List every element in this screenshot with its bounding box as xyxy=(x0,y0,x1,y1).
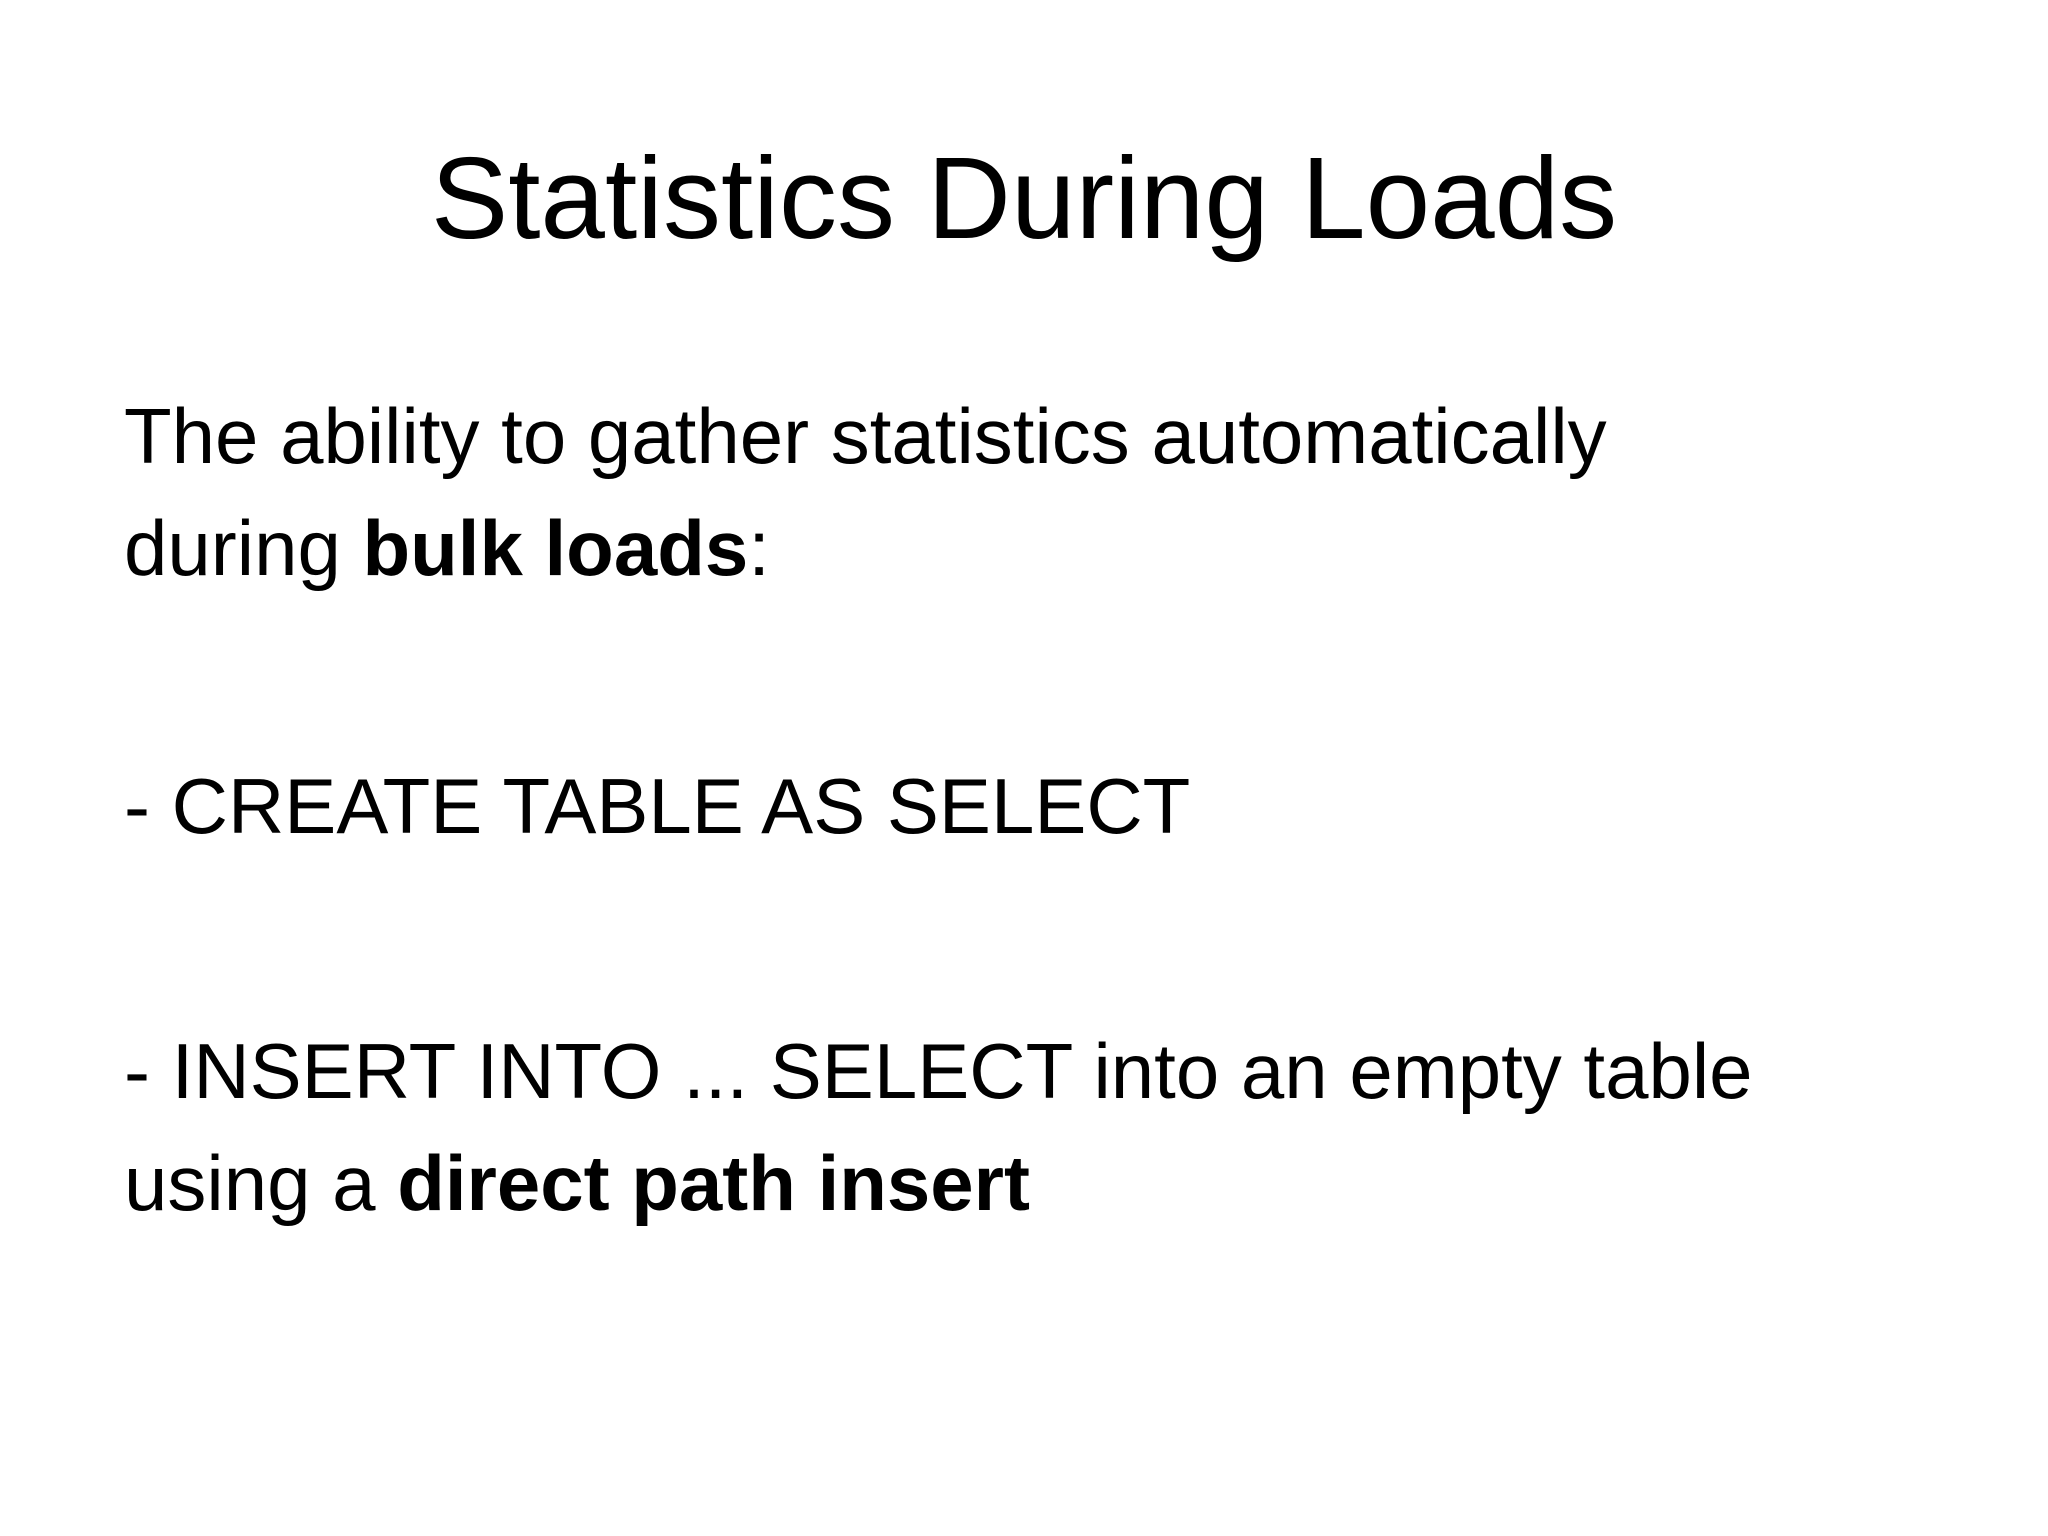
slide-title: Statistics During Loads xyxy=(430,133,1618,263)
bullet-insert-into-line-1: - INSERT INTO ... SELECT into an empty table xyxy=(124,1027,1753,1115)
direct-path-insert-term: direct path insert xyxy=(397,1139,1031,1227)
intro-paragraph xyxy=(124,380,1964,604)
bullet-create-table: - CREATE TABLE AS SELECT xyxy=(124,762,1191,850)
bullet-line-2-prefix: using a xyxy=(124,1139,398,1227)
intro-line-1: The ability to gather statistics automatically xyxy=(124,392,1607,480)
bulk-loads-term: bulk loads xyxy=(362,504,749,592)
intro-line-2 xyxy=(124,492,1964,604)
intro-line-2-prefix: during xyxy=(124,504,363,592)
intro-line-2-suffix: : xyxy=(748,504,770,592)
bullet-item xyxy=(124,750,1964,862)
bullet-item xyxy=(124,1015,1964,1239)
bullet-insert-into-line-2 xyxy=(124,1127,1964,1239)
